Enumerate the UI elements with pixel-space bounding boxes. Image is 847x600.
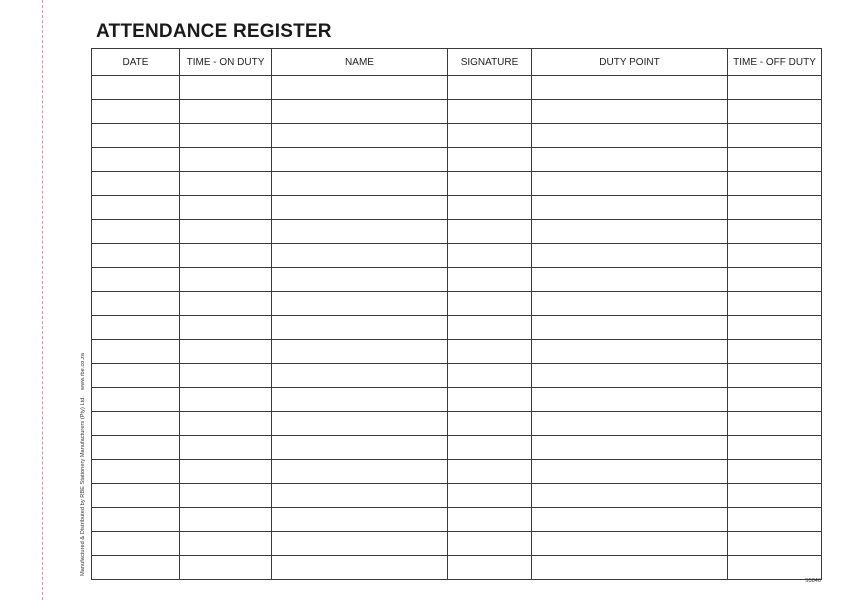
cell-time-off[interactable] xyxy=(728,484,822,508)
cell-signature[interactable] xyxy=(448,172,532,196)
perforation-line xyxy=(42,0,43,600)
cell-time-off[interactable] xyxy=(728,124,822,148)
cell-date[interactable] xyxy=(92,268,180,292)
cell-date[interactable] xyxy=(92,124,180,148)
cell-signature[interactable] xyxy=(448,220,532,244)
cell-time-on[interactable] xyxy=(180,484,272,508)
table-row xyxy=(92,124,822,148)
cell-duty-point[interactable] xyxy=(532,172,728,196)
cell-date[interactable] xyxy=(92,220,180,244)
cell-duty-point[interactable] xyxy=(532,244,728,268)
table-row xyxy=(92,100,822,124)
column-header-date: DATE xyxy=(92,49,180,76)
cell-date[interactable] xyxy=(92,532,180,556)
table-row xyxy=(92,76,822,100)
cell-time-on[interactable] xyxy=(180,508,272,532)
cell-signature[interactable] xyxy=(448,556,532,580)
cell-time-on[interactable] xyxy=(180,76,272,100)
cell-duty-point[interactable] xyxy=(532,364,728,388)
page-title: ATTENDANCE REGISTER xyxy=(96,21,332,42)
cell-signature[interactable] xyxy=(448,196,532,220)
cell-time-on[interactable] xyxy=(180,412,272,436)
cell-time-on[interactable] xyxy=(180,268,272,292)
cell-name[interactable] xyxy=(272,484,448,508)
column-header-name: NAME xyxy=(272,49,448,76)
cell-name[interactable] xyxy=(272,100,448,124)
cell-date[interactable] xyxy=(92,340,180,364)
cell-time-off[interactable] xyxy=(728,508,822,532)
cell-date[interactable] xyxy=(92,244,180,268)
cell-signature[interactable] xyxy=(448,100,532,124)
cell-signature[interactable] xyxy=(448,484,532,508)
cell-date[interactable] xyxy=(92,556,180,580)
cell-time-on[interactable] xyxy=(180,244,272,268)
cell-signature[interactable] xyxy=(448,364,532,388)
cell-time-on[interactable] xyxy=(180,340,272,364)
cell-name[interactable] xyxy=(272,340,448,364)
product-code: S5846 xyxy=(805,578,821,584)
cell-name[interactable] xyxy=(272,292,448,316)
cell-time-on[interactable] xyxy=(180,172,272,196)
cell-name[interactable] xyxy=(272,412,448,436)
cell-name[interactable] xyxy=(272,508,448,532)
cell-duty-point[interactable] xyxy=(532,316,728,340)
cell-time-on[interactable] xyxy=(180,364,272,388)
cell-date[interactable] xyxy=(92,76,180,100)
cell-time-on[interactable] xyxy=(180,148,272,172)
cell-signature[interactable] xyxy=(448,124,532,148)
cell-time-off[interactable] xyxy=(728,364,822,388)
cell-time-off[interactable] xyxy=(728,292,822,316)
cell-time-off[interactable] xyxy=(728,436,822,460)
table-row xyxy=(92,148,822,172)
cell-duty-point[interactable] xyxy=(532,196,728,220)
table-row xyxy=(92,172,822,196)
attendance-table xyxy=(91,48,822,580)
cell-signature[interactable] xyxy=(448,412,532,436)
cell-duty-point[interactable] xyxy=(532,76,728,100)
cell-time-on[interactable] xyxy=(180,100,272,124)
cell-date[interactable] xyxy=(92,460,180,484)
cell-date[interactable] xyxy=(92,436,180,460)
manufacturer-text: Manufactured & Distributed by RBE Stationery Manufacturers (Pty) Ltd. xyxy=(80,395,86,576)
cell-duty-point[interactable] xyxy=(532,484,728,508)
table-row xyxy=(92,532,822,556)
cell-time-off[interactable] xyxy=(728,316,822,340)
table-row xyxy=(92,316,822,340)
header-row xyxy=(92,49,822,76)
cell-time-off[interactable] xyxy=(728,268,822,292)
cell-date[interactable] xyxy=(92,484,180,508)
table-row xyxy=(92,508,822,532)
cell-duty-point[interactable] xyxy=(532,148,728,172)
cell-time-on[interactable] xyxy=(180,388,272,412)
cell-time-off[interactable] xyxy=(728,460,822,484)
cell-date[interactable] xyxy=(92,148,180,172)
cell-duty-point[interactable] xyxy=(532,412,728,436)
cell-time-on[interactable] xyxy=(180,532,272,556)
table-row xyxy=(92,388,822,412)
table-row xyxy=(92,436,822,460)
cell-name[interactable] xyxy=(272,76,448,100)
cell-time-off[interactable] xyxy=(728,412,822,436)
table-row xyxy=(92,220,822,244)
cell-duty-point[interactable] xyxy=(532,556,728,580)
cell-date[interactable] xyxy=(92,172,180,196)
cell-time-off[interactable] xyxy=(728,532,822,556)
cell-signature[interactable] xyxy=(448,532,532,556)
cell-date[interactable] xyxy=(92,508,180,532)
cell-time-on[interactable] xyxy=(180,196,272,220)
cell-time-on[interactable] xyxy=(180,436,272,460)
cell-time-off[interactable] xyxy=(728,148,822,172)
cell-time-off[interactable] xyxy=(728,196,822,220)
cell-signature[interactable] xyxy=(448,460,532,484)
manufacturer-website: www.rbe.co.za xyxy=(80,352,86,390)
manufacturer-note xyxy=(80,353,86,576)
cell-time-off[interactable] xyxy=(728,340,822,364)
cell-name[interactable] xyxy=(272,532,448,556)
cell-signature[interactable] xyxy=(448,268,532,292)
cell-time-on[interactable] xyxy=(180,292,272,316)
cell-name[interactable] xyxy=(272,220,448,244)
column-header-duty-point: DUTY POINT xyxy=(532,49,728,76)
table-row xyxy=(92,268,822,292)
cell-signature[interactable] xyxy=(448,436,532,460)
cell-duty-point[interactable] xyxy=(532,436,728,460)
cell-time-off[interactable] xyxy=(728,100,822,124)
cell-signature[interactable] xyxy=(448,508,532,532)
table-row xyxy=(92,460,822,484)
cell-date[interactable] xyxy=(92,316,180,340)
cell-time-off[interactable] xyxy=(728,244,822,268)
cell-name[interactable] xyxy=(272,556,448,580)
cell-time-on[interactable] xyxy=(180,316,272,340)
table-row xyxy=(92,340,822,364)
cell-duty-point[interactable] xyxy=(532,340,728,364)
cell-duty-point[interactable] xyxy=(532,532,728,556)
table-row xyxy=(92,484,822,508)
table-row xyxy=(92,412,822,436)
column-header-signature: SIGNATURE xyxy=(448,49,532,76)
table-row xyxy=(92,364,822,388)
cell-time-off[interactable] xyxy=(728,172,822,196)
cell-signature[interactable] xyxy=(448,388,532,412)
cell-date[interactable] xyxy=(92,412,180,436)
cell-signature[interactable] xyxy=(448,340,532,364)
cell-time-off[interactable] xyxy=(728,388,822,412)
cell-date[interactable] xyxy=(92,100,180,124)
cell-signature[interactable] xyxy=(448,76,532,100)
cell-duty-point[interactable] xyxy=(532,460,728,484)
column-header-time-on-duty: TIME - ON DUTY xyxy=(180,49,272,76)
cell-time-on[interactable] xyxy=(180,460,272,484)
cell-name[interactable] xyxy=(272,460,448,484)
cell-name[interactable] xyxy=(272,388,448,412)
cell-signature[interactable] xyxy=(448,316,532,340)
cell-time-off[interactable] xyxy=(728,76,822,100)
cell-date[interactable] xyxy=(92,292,180,316)
cell-duty-point[interactable] xyxy=(532,292,728,316)
cell-time-on[interactable] xyxy=(180,556,272,580)
cell-name[interactable] xyxy=(272,244,448,268)
cell-duty-point[interactable] xyxy=(532,268,728,292)
table-body xyxy=(92,76,822,580)
cell-time-on[interactable] xyxy=(180,220,272,244)
cell-time-off[interactable] xyxy=(728,556,822,580)
cell-name[interactable] xyxy=(272,436,448,460)
cell-name[interactable] xyxy=(272,172,448,196)
cell-duty-point[interactable] xyxy=(532,100,728,124)
cell-signature[interactable] xyxy=(448,244,532,268)
cell-name[interactable] xyxy=(272,316,448,340)
cell-name[interactable] xyxy=(272,196,448,220)
column-header-time-off-duty: TIME - OFF DUTY xyxy=(728,49,822,76)
cell-duty-point[interactable] xyxy=(532,388,728,412)
cell-date[interactable] xyxy=(92,196,180,220)
table-row xyxy=(92,196,822,220)
cell-name[interactable] xyxy=(272,148,448,172)
table-row xyxy=(92,292,822,316)
cell-name[interactable] xyxy=(272,124,448,148)
cell-signature[interactable] xyxy=(448,292,532,316)
table-row xyxy=(92,556,822,580)
cell-time-off[interactable] xyxy=(728,220,822,244)
cell-duty-point[interactable] xyxy=(532,508,728,532)
cell-time-on[interactable] xyxy=(180,124,272,148)
cell-signature[interactable] xyxy=(448,148,532,172)
cell-name[interactable] xyxy=(272,364,448,388)
table-row xyxy=(92,244,822,268)
cell-name[interactable] xyxy=(272,268,448,292)
cell-date[interactable] xyxy=(92,388,180,412)
cell-duty-point[interactable] xyxy=(532,124,728,148)
cell-date[interactable] xyxy=(92,364,180,388)
cell-duty-point[interactable] xyxy=(532,220,728,244)
